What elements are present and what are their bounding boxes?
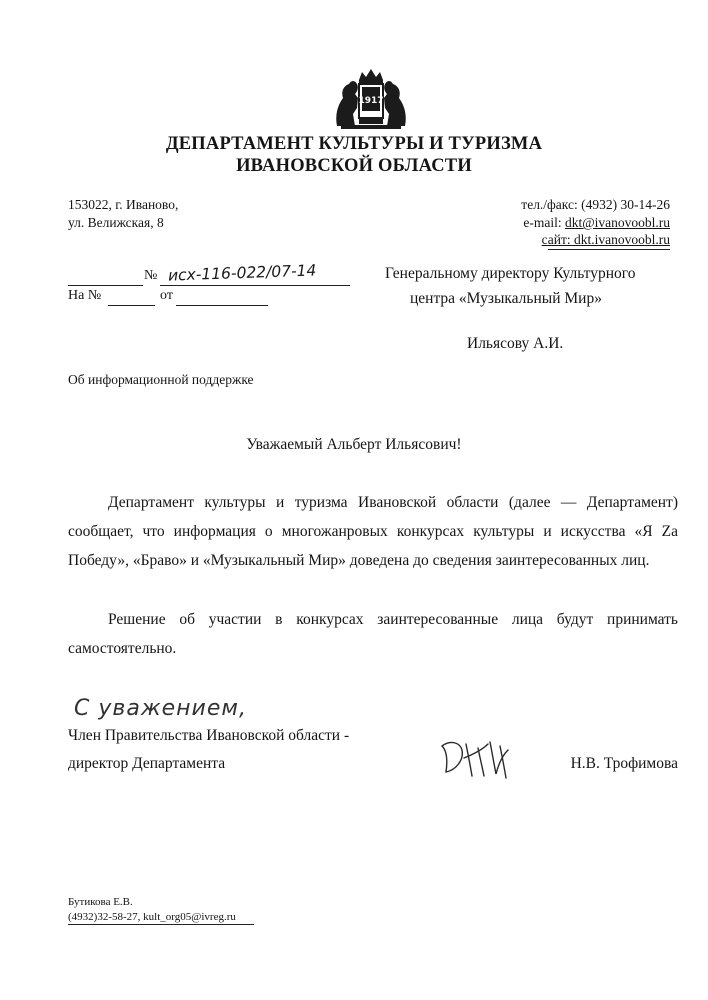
handwritten-closing: С уважением, bbox=[74, 696, 247, 721]
email-link[interactable]: dkt@ivanovoobl.ru bbox=[564, 215, 670, 230]
site-line bbox=[542, 232, 670, 248]
site-link[interactable]: dkt.ivanovoobl.ru bbox=[574, 232, 670, 247]
letter-subject: Об информационной поддержке bbox=[68, 372, 254, 387]
outgoing-number-handwritten: исх-116-022/07-14 bbox=[167, 261, 317, 285]
coat-of-arms-icon bbox=[331, 68, 411, 130]
reply-to-date-blank bbox=[176, 305, 268, 306]
organization-title-line1: ДЕПАРТАМЕНТ КУЛЬТУРЫ И ТУРИЗМА bbox=[165, 134, 543, 154]
outgoing-number-underline bbox=[160, 285, 350, 286]
handwritten-signature-icon bbox=[438, 736, 518, 782]
email-line bbox=[523, 215, 670, 231]
body-paragraph-1 bbox=[68, 488, 678, 575]
executor-name: Бутикова Е.В. bbox=[68, 896, 133, 908]
addressee-line2: центра «Музыкальный Мир» bbox=[410, 290, 602, 307]
outgoing-date-blank bbox=[68, 285, 143, 286]
crest-text: 1917 bbox=[358, 96, 384, 106]
phone-fax: тел./факс: (4932) 30-14-26 bbox=[521, 197, 670, 212]
site-label: сайт: bbox=[541, 232, 574, 247]
email-label: e-mail: bbox=[523, 215, 565, 230]
postal-address-line2: ул. Велижская, 8 bbox=[68, 215, 164, 230]
body-paragraph-2 bbox=[68, 605, 678, 663]
signatory-position-line2: директор Департамента bbox=[68, 755, 226, 772]
body-paragraph-1-text: Департамент культуры и туризма Ивановской области (далее — Департамент) сообщает, что информация о многожанровых конкурсах культуры и искусства «Я Za Победу», «Браво» и «Музыкальный Мир» доведена до сведения заинтересованных лиц. bbox=[68, 494, 678, 569]
addressee-line1: Генеральному директору Культурного bbox=[385, 265, 636, 282]
salutation: Уважаемый Альберт Ильясович! bbox=[246, 436, 462, 453]
reply-to-from-label: от bbox=[160, 288, 173, 303]
body-paragraph-2-text: Решение об участии в конкурсах заинтересованные лица будут принимать самостоятельно. bbox=[68, 611, 678, 657]
postal-address-line1: 153022, г. Иваново, bbox=[68, 197, 179, 212]
signatory-position-line1: Член Правительства Ивановской области - bbox=[68, 727, 350, 744]
site-underline bbox=[548, 249, 670, 250]
organization-title-line2: ИВАНОВСКОЙ ОБЛАСТИ bbox=[236, 156, 472, 176]
executor-contact: (4932)32-58-27, kult_org05@ivreg.ru bbox=[68, 911, 236, 923]
signatory-name: Н.В. Трофимова bbox=[570, 755, 678, 772]
reply-to-label: На № bbox=[68, 288, 102, 303]
outgoing-number-label: № bbox=[144, 268, 158, 283]
reply-to-number-blank bbox=[108, 305, 155, 306]
executor-contact-underline bbox=[68, 924, 254, 925]
addressee-name: Ильясову А.И. bbox=[467, 335, 564, 352]
